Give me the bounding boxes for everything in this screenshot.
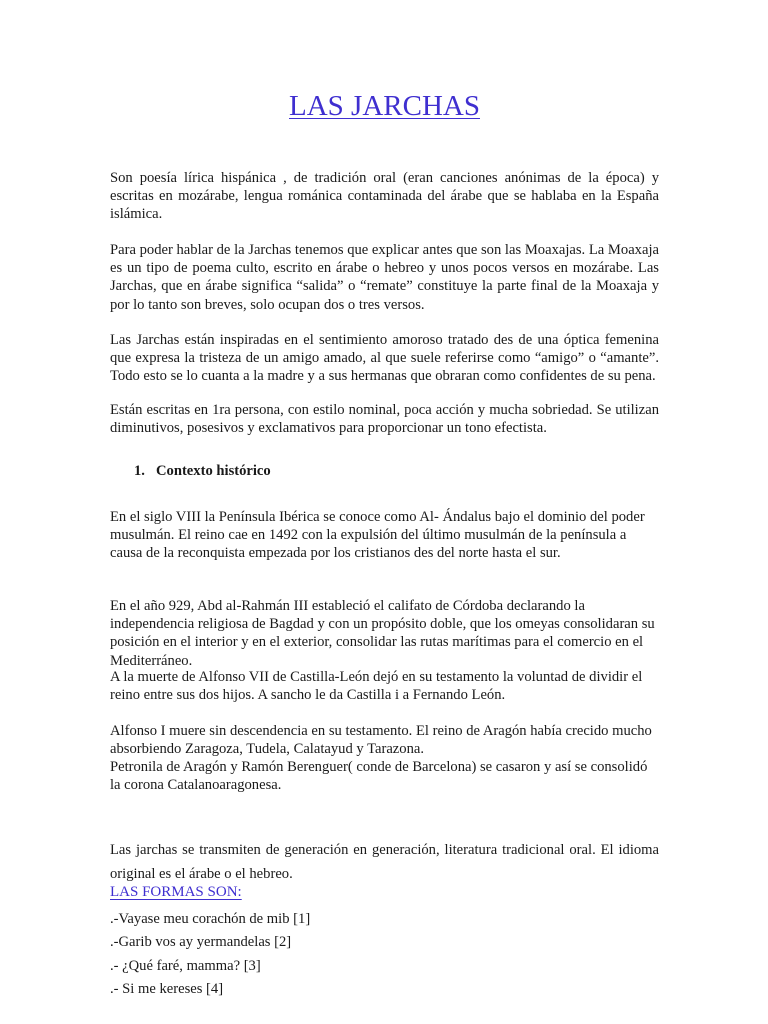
list-item: .- ¿Qué faré, mamma? [3] xyxy=(110,957,261,974)
intro-paragraph-3: Las Jarchas están inspiradas en el sentimiento amoroso tratado des de una óptica femenina que expresa la tristeza de un amigo amado, al que suele referirse como “amigo” o “amante”. Todo esto se lo cuanta a la madre y a sus hermanas que obraran como confidentes de su pena. xyxy=(110,332,659,385)
formas-list xyxy=(110,908,310,1001)
list-item: .-Vayase meu corachón de mib [1] xyxy=(110,911,311,927)
intro-paragraph-1: Son poesía lírica hispánica , de tradición oral (eran canciones anónimas de la época) y escritas en mozárabe, lengua románica contaminada del árabe que se hablaba en la España islámica. xyxy=(110,170,659,223)
context-paragraph-5: Petronila de Aragón y Ramón Berenguer( conde de Barcelona) se casaron y así se consolidó la corona Catalanoaragonesa. xyxy=(110,759,648,794)
intro-paragraph-2: Para poder hablar de la Jarchas tenemos que explicar antes que son las Moaxajas. La Moaxaja es un tipo de poema culto, escrito en árabe o hebreo y unos pocos versos en mozárabe. Las Jarchas, que en árabe significa “salida” o “remate” constituye la parte final de la Moaxaja y por lo tanto son breves, solo ocupan dos o tres versos. xyxy=(110,242,659,313)
list-item: .-Garib vos ay yermandelas [2] xyxy=(110,934,292,951)
context-paragraph-2: En el año 929, Abd al-Rahmán III estableció el califato de Córdoba declarando la independencia religiosa de Bagdad y con un propósito doble, que los omeyas consolidaran su posición en el interior y en el exterior, consolidar las rutas marítimas para el comercio en el Mediterráneo. xyxy=(110,598,655,669)
section-number: 1. xyxy=(134,463,145,479)
context-paragraph-3: A la muerte de Alfonso VII de Castilla-León dejó en su testamento la voluntad de dividir el reino entre sus dos hijos. A sancho le da Castilla i a Fernando León. xyxy=(110,669,643,704)
transmision-paragraph: Las jarchas se transmiten de generación en generación, literatura tradicional oral. El idioma original es el árabe o el hebreo. xyxy=(110,842,659,882)
section-heading-contexto xyxy=(134,463,271,480)
intro-paragraph-4: Están escritas en 1ra persona, con estilo nominal, poca acción y mucha sobriedad. Se utilizan diminutivos, posesivos y exclamativos para proporcionar un tono efectista. xyxy=(110,402,659,437)
formas-heading-link[interactable]: LAS FORMAS SON: xyxy=(110,884,242,900)
list-item: .- Si me kereses [4] xyxy=(110,980,224,997)
context-paragraph-4: Alfonso I muere sin descendencia en su testamento. El reino de Aragón había crecido mucho absorbiendo Zaragoza, Tudela, Calatayud y Tarazona. xyxy=(110,723,652,758)
context-paragraph-1: En el siglo VIII la Península Ibérica se conoce como Al- Ándalus bajo el dominio del poder musulmán. El reino cae en 1492 con la expulsión del último musulmán de la península a causa de la reconquista empezada por los cristianos des del norte hasta el sur. xyxy=(110,509,645,562)
document-title: LAS JARCHAS xyxy=(289,90,480,122)
section-heading-text: Contexto histórico xyxy=(156,463,271,479)
